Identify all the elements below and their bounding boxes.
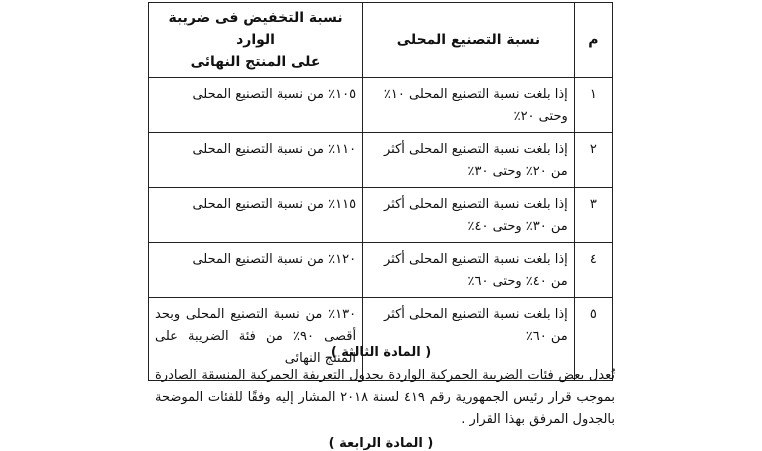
row-discount-rate: ١١٠٪ من نسبة التصنيع المحلى bbox=[149, 133, 363, 188]
table-row bbox=[149, 243, 613, 298]
row-local-rate: إذا بلغت نسبة التصنيع المحلى أكثر من ٣٠٪ وحتى ٤٠٪ bbox=[363, 188, 575, 243]
header-discount-line1: نسبة التخفيض فى ضريبة الوارد bbox=[168, 10, 343, 48]
header-number: م bbox=[574, 3, 612, 78]
row-number: ٢ bbox=[574, 133, 612, 188]
article-3-heading: ( المادة الثالثة ) bbox=[330, 345, 432, 360]
row-discount-rate: ١١٥٪ من نسبة التصنيع المحلى bbox=[149, 188, 363, 243]
row-number: ١ bbox=[574, 78, 612, 133]
row-discount-rate: ١٢٠٪ من نسبة التصنيع المحلى bbox=[149, 243, 363, 298]
table-row bbox=[149, 78, 613, 133]
row-number: ٤ bbox=[574, 243, 612, 298]
article-4-heading: ( المادة الرابعة ) bbox=[328, 436, 434, 451]
row-number: ٥ bbox=[574, 298, 612, 381]
row-local-rate: إذا بلغت نسبة التصنيع المحلى أكثر من ٢٠٪ وحتى ٣٠٪ bbox=[363, 133, 575, 188]
article-3-body: تُعدل بعض فئات الضريبة الجمركية الواردة بجدول التعريفة الجمركية المنسقة الصادرة بموجب قرار رئيس الجمهورية رقم ٤١٩ لسنة ٢٠١٨ المشار إليه وفقًا للفئات الموضحة بالجدول المرفق بهذا القرار . bbox=[155, 368, 615, 427]
row-discount-rate: ١٣٠٪ من نسبة التصنيع المحلى وبحد أقصى ٩٠٪ من فئة الضريبة على المنتج النهائى bbox=[149, 298, 363, 381]
local-manufacturing-discount-table bbox=[148, 2, 613, 381]
header-discount-line2: على المنتج النهائى bbox=[190, 54, 321, 70]
row-number: ٣ bbox=[574, 188, 612, 243]
table-row bbox=[149, 133, 613, 188]
table-row bbox=[149, 188, 613, 243]
row-local-rate: إذا بلغت نسبة التصنيع المحلى أكثر من ٦٠٪ bbox=[363, 298, 575, 381]
table-header-row bbox=[149, 3, 613, 78]
header-import-tax-discount bbox=[149, 3, 363, 78]
row-discount-rate: ١٠٥٪ من نسبة التصنيع المحلى bbox=[149, 78, 363, 133]
header-local-manufacturing: نسبة التصنيع المحلى bbox=[363, 3, 575, 78]
row-local-rate: إذا بلغت نسبة التصنيع المحلى ١٠٪ وحتى ٢٠٪ bbox=[363, 78, 575, 133]
row-local-rate: إذا بلغت نسبة التصنيع المحلى أكثر من ٤٠٪ وحتى ٦٠٪ bbox=[363, 243, 575, 298]
